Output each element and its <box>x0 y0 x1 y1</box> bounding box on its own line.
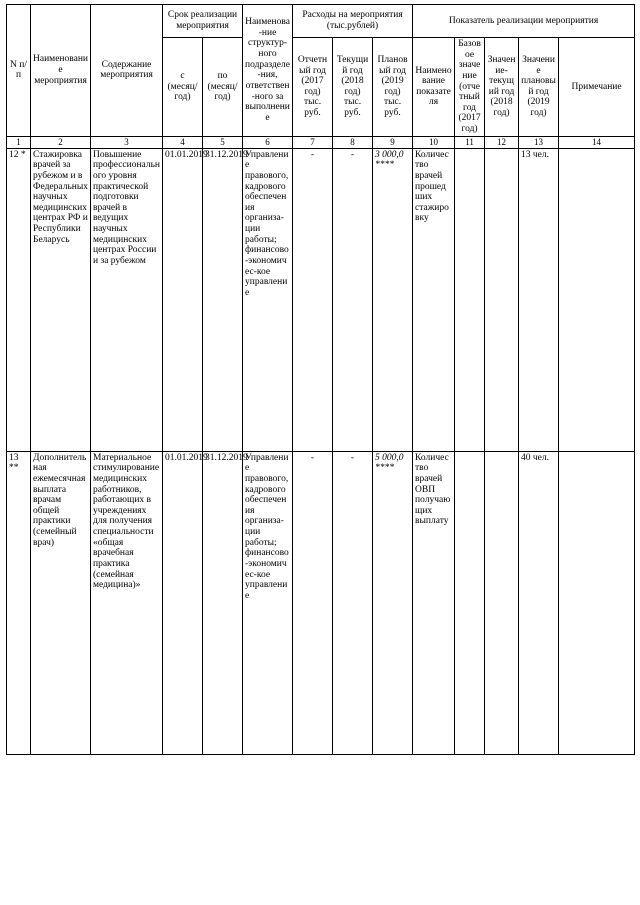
base-value <box>455 148 485 451</box>
col-number: 6 <box>243 136 293 148</box>
measure-content: Материальное стимулирование медицинских работников, работающих в учреждениях для получения специальности «общая врачебная практика (семейная медицина)» <box>91 451 163 754</box>
indicator-name: Количество врачей ОВП получающих выплату <box>413 451 455 754</box>
header-report: Отчетный год (2017 год) тыс. руб. <box>293 38 333 137</box>
header-indicator-group: Показатель реализации мероприятия <box>413 5 635 38</box>
measures-table <box>6 4 635 755</box>
col-number: 11 <box>455 136 485 148</box>
header-cur-value: Значение-текущий год (2018 год) <box>485 38 519 137</box>
indicator-name: Количество врачей прошедших стажировку <box>413 148 455 451</box>
document-page <box>6 4 634 900</box>
expense-plan-year: 5 000,0 **** <box>373 451 413 754</box>
current-value <box>485 148 519 451</box>
header-content: Содержание мероприятия <box>91 5 163 137</box>
date-from: 01.01.2019 <box>163 148 203 451</box>
header-unit: Наименова-ние структур-ного подразделе-ния, ответствен-ного за выполнение <box>243 5 293 137</box>
col-number: 1 <box>7 136 31 148</box>
col-number: 7 <box>293 136 333 148</box>
table-row <box>7 451 635 754</box>
col-number: 2 <box>31 136 91 148</box>
col-number: 8 <box>333 136 373 148</box>
header-from: с (месяц/ год) <box>163 38 203 137</box>
responsible-unit: Управление правового, кадрового обеспечения организа-ции работы; финансово-экономичес-кое управление <box>243 451 293 754</box>
date-to: 31.12.2019 <box>203 451 243 754</box>
header-n: N п/п <box>7 5 31 137</box>
row-number: 12 * <box>7 148 31 451</box>
header-to: по (месяц/ год) <box>203 38 243 137</box>
col-number: 12 <box>485 136 519 148</box>
col-number: 9 <box>373 136 413 148</box>
note <box>559 148 635 451</box>
header-row-1 <box>7 5 635 38</box>
current-value <box>485 451 519 754</box>
expense-current-year: - <box>333 451 373 754</box>
responsible-unit: Управление правового, кадрового обеспечения организа-ции работы; финансово-экономичес-кое управление <box>243 148 293 451</box>
header-expenses-group: Расходы на мероприятия (тыс.рублей) <box>293 5 413 38</box>
col-number: 14 <box>559 136 635 148</box>
header-plan-value: Значение плановый год (2019 год) <box>519 38 559 137</box>
header-period-group: Срок реализации мероприятия <box>163 5 243 38</box>
header-ind-name: Наименование показателя <box>413 38 455 137</box>
col-number: 3 <box>91 136 163 148</box>
plan-value: 13 чел. <box>519 148 559 451</box>
header-base: Базовое значение (отчетный год (2017 год) <box>455 38 485 137</box>
expense-report-year: - <box>293 451 333 754</box>
header-note: Примечание <box>559 38 635 137</box>
expense-current-year: - <box>333 148 373 451</box>
measure-name: Дополнительная ежемесячная выплата врачам общей практики (семейный врач) <box>31 451 91 754</box>
col-number: 5 <box>203 136 243 148</box>
col-number: 4 <box>163 136 203 148</box>
col-number: 10 <box>413 136 455 148</box>
header-plan: Плановый год (2019 год) тыс. руб. <box>373 38 413 137</box>
header-current: Текущий год (2018 год) тыс. руб. <box>333 38 373 137</box>
measure-content: Повышение профессионального уровня практической подготовки врачей в ведущих научных медицинских центрах России и за рубежом <box>91 148 163 451</box>
base-value <box>455 451 485 754</box>
column-numbers-row <box>7 136 635 148</box>
plan-value: 40 чел. <box>519 451 559 754</box>
expense-plan-year: 3 000,0 **** <box>373 148 413 451</box>
expense-report-year: - <box>293 148 333 451</box>
measure-name: Стажировка врачей за рубежом и в Федеральных научных медицинских центрах РФ и Республики Беларусь <box>31 148 91 451</box>
row-number: 13 ** <box>7 451 31 754</box>
date-from: 01.01.2019 <box>163 451 203 754</box>
date-to: 31.12.2019 <box>203 148 243 451</box>
table-row <box>7 148 635 451</box>
note <box>559 451 635 754</box>
header-name: Наименование мероприятия <box>31 5 91 137</box>
col-number: 13 <box>519 136 559 148</box>
